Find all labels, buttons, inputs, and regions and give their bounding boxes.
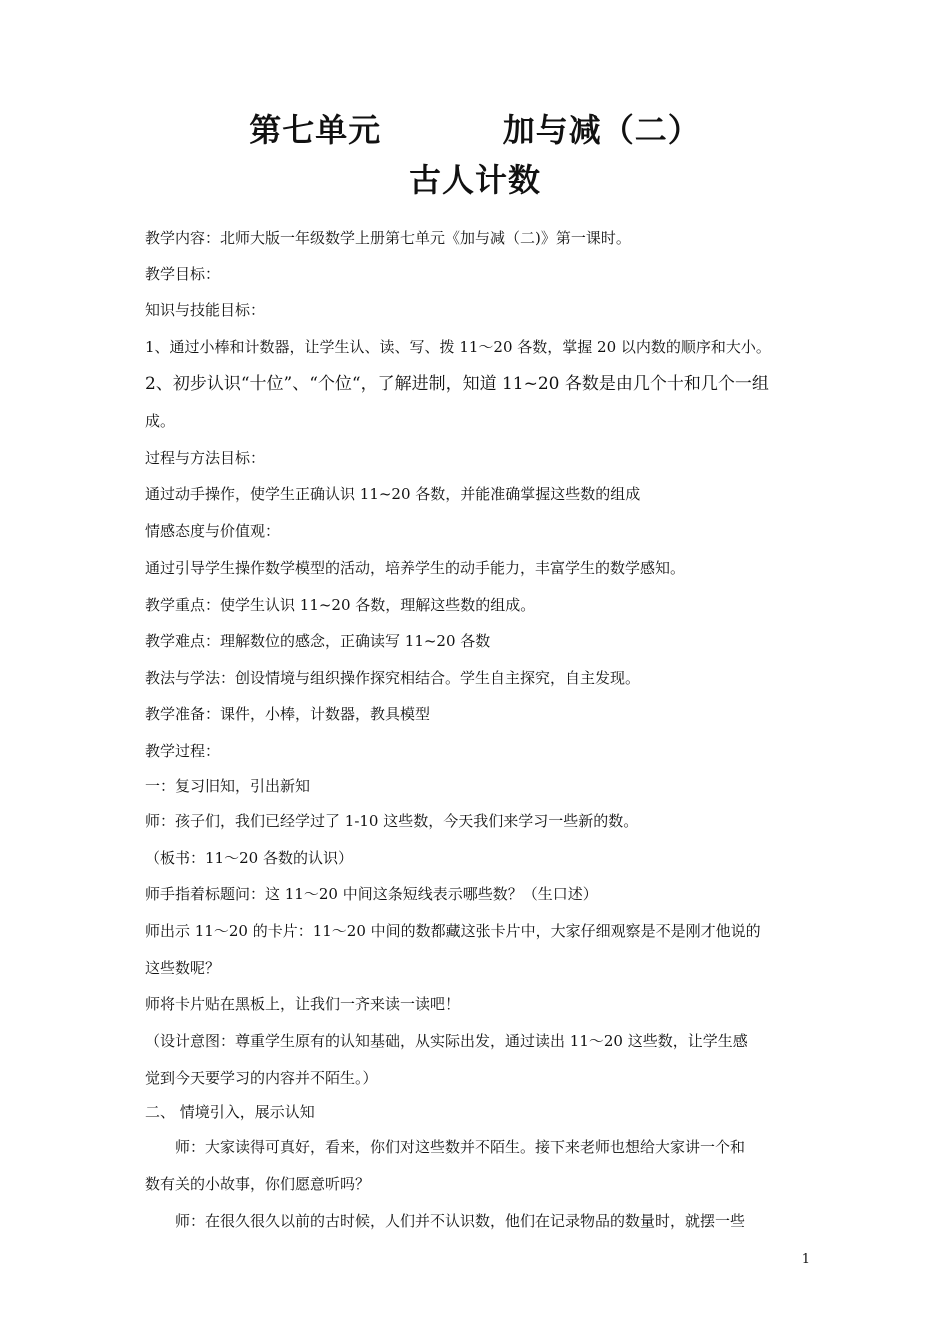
text-line: 教学准备：课件，小棒，计数器，教具模型	[145, 705, 431, 723]
text-line: 知识与技能目标：	[145, 301, 266, 319]
text-line: 觉到今天要学习的内容并不陌生。）	[145, 1069, 378, 1087]
text-line: 教学目标：	[145, 265, 221, 283]
text-line: （板书：11～20 各数的认识）	[145, 849, 353, 867]
text-line: 师：大家读得可真好，看来，你们对这些数并不陌生。接下来老师也想给大家讲一个和	[175, 1138, 746, 1156]
text-line: 2、初步认识“十位”、“个位“，了解进制，知道 11~20 各数是由几个十和几个一组	[145, 374, 769, 394]
document-body	[145, 220, 810, 1240]
text-line: 教学过程：	[145, 742, 221, 760]
text-line: 师将卡片贴在黑板上，让我们一齐来读一读吧！	[145, 995, 461, 1013]
text-line: 情感态度与价值观：	[145, 522, 281, 540]
text-line: 这些数呢？	[145, 959, 221, 977]
text-line: 通过动手操作，使学生正确认识 11~20 各数，并能准确掌握这些数的组成	[145, 485, 641, 503]
text-line: 二、 情境引入，展示认知	[145, 1103, 315, 1121]
page-number: 1	[801, 1252, 810, 1267]
lesson-title: 古人计数	[408, 161, 541, 199]
text-line: 1、通过小棒和计数器，让学生认、读、写、拨 11～20 各数，掌握 20 以内数的顺序和大小。	[145, 338, 771, 356]
text-line: 教法与学法：创设情境与组织操作探究相结合。学生自主探究，自主发现。	[145, 669, 641, 687]
text-line: 过程与方法目标：	[145, 449, 266, 467]
unit-title: 第七单元 加与减（二）	[249, 111, 701, 149]
text-line: 师：孩子们，我们已经学过了 1-10 这些数，今天我们来学习一些新的数。	[145, 812, 639, 830]
text-line: 教学难点：理解数位的感念，正确读写 11~20 各数	[145, 632, 491, 650]
text-line: 师手指着标题问：这 11～20 中间这条短线表示哪些数？（生口述）	[145, 885, 598, 903]
text-line: 成。	[145, 412, 176, 430]
text-line: 教学重点：使学生认识 11~20 各数，理解这些数的组成。	[145, 596, 536, 614]
text-line: 师出示 11～20 的卡片：11～20 中间的数都藏这张卡片中，大家仔细观察是不是刚才他说的	[145, 922, 761, 940]
text-line: 师：在很久很久以前的古时候，人们并不认识数，他们在记录物品的数量时，就摆一些	[175, 1212, 746, 1230]
text-line: 一：复习旧知，引出新知	[145, 777, 311, 795]
text-line: 通过引导学生操作数学模型的活动，培养学生的动手能力，丰富学生的数学感知。	[145, 559, 686, 577]
text-line: 数有关的小故事，你们愿意听吗？	[145, 1175, 371, 1193]
text-line: （设计意图：尊重学生原有的认知基础，从实际出发，通过读出 11～20 这些数，让学生感	[145, 1032, 748, 1050]
text-line: 教学内容：北师大版一年级数学上册第七单元《加与减（二)》第一课时。	[145, 229, 631, 247]
